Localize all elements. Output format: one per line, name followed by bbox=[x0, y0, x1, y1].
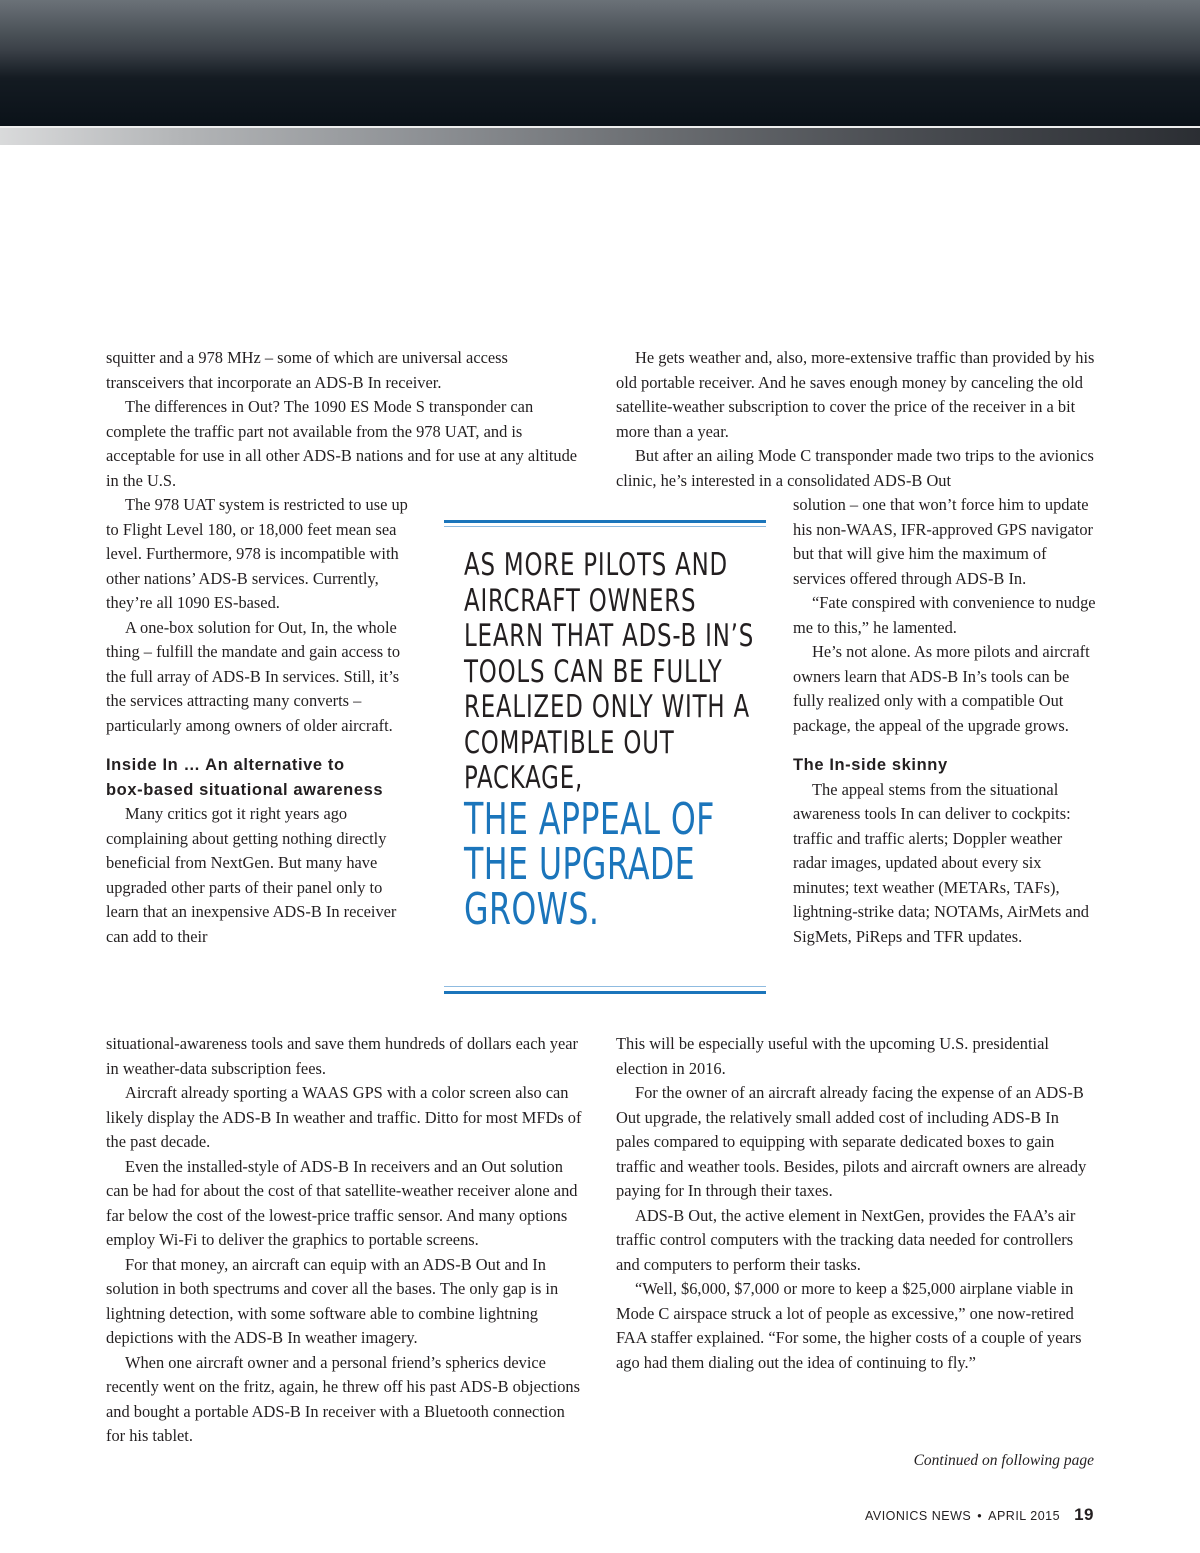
section-heading: Inside In … An alternative to box-based situational awareness bbox=[106, 756, 384, 799]
paragraph: The appeal stems from the situational awareness tools In can deliver to cockpits: traffic and traffic alerts; Doppler weather radar images, updated about every six minutes; text weather (METARs, TAFs), lightning-strike data; NOTAMs, AirMets and SigMets, PiReps and TFR updates. bbox=[793, 779, 1089, 946]
paragraph: The 978 UAT system is restricted to use up to Flight Level 180, or 18,000 feet mean sea level. Furthermore, 978 is incompatible with other nations’ ADS-B services. Currently, they’re all 1090 ES-based. bbox=[106, 495, 408, 612]
paragraph: solution – one that won’t force him to update his non-WAAS, IFR-approved GPS navigator but that will give him the maximum of services offered through ADS-B In. bbox=[793, 495, 1094, 588]
pull-quote-bottom-rule-thin bbox=[444, 986, 766, 987]
paragraph: For that money, an aircraft can equip with an ADS-B Out and In solution in both spectrums and cover all the bases. The only gap is in lightning detection, with some software able to combine lightning depictions with the ADS-B In weather imagery. bbox=[106, 1254, 559, 1347]
paragraph: This will be especially useful with the upcoming U.S. presidential election in 2016. bbox=[616, 1034, 1049, 1078]
paragraph: Many critics got it right years ago complaining about getting nothing directly beneficial from NextGen. But many have upgraded other parts of their panel only to learn that an inexpensive ADS-B In receiver can add to their bbox=[106, 804, 397, 946]
pull-quote-accent-text: THE APPEAL OF THE UPGRADE GROWS. bbox=[464, 793, 715, 935]
left-column-bottom bbox=[106, 1032, 584, 1449]
footer-bullet: • bbox=[977, 1509, 983, 1523]
page-footer bbox=[820, 1505, 1094, 1525]
paragraph: The differences in Out? The 1090 ES Mode S transponder can complete the traffic part not available from the 978 UAT, and is acceptable for use in all other ADS-B nations and for use at any altitude in the U.S. bbox=[106, 397, 578, 490]
pull-quote-top-rule-thin bbox=[444, 526, 766, 527]
paragraph: He’s not alone. As more pilots and aircraft owners learn that ADS-B In’s tools can be fully realized only with a compatible Out package, the appeal of the upgrade grows. bbox=[793, 642, 1090, 735]
paragraph: squitter and a 978 MHz – some of which are universal access transceivers that incorporate an ADS-B In receiver. bbox=[106, 348, 508, 392]
pull-quote-bottom-rule bbox=[444, 991, 766, 994]
page-number: 19 bbox=[1074, 1505, 1094, 1524]
left-column-top bbox=[106, 346, 584, 493]
right-column-bottom bbox=[616, 1032, 1096, 1375]
paragraph: ADS-B Out, the active element in NextGen, provides the FAA’s air traffic control computers with the tracking data needed for controllers and computers to perform their tasks. bbox=[616, 1205, 1076, 1274]
issue-date: APRIL 2015 bbox=[988, 1509, 1061, 1523]
paragraph: He gets weather and, also, more-extensive traffic than provided by his old portable receiver. And he saves enough money by canceling the old satellite-weather subscription to cover the price of the receiver in a bit more than a year. bbox=[616, 348, 1095, 441]
pull-quote-text bbox=[464, 547, 764, 935]
header-banner bbox=[0, 0, 1200, 126]
pull-quote-dark-text: AS MORE PILOTS AND AIRCRAFT OWNERS LEARN THAT ADS-B IN’S TOOLS CAN BE FULLY REALIZED ONLY WITH A COMPATIBLE OUT PACKAGE, bbox=[464, 547, 755, 796]
paragraph: A one-box solution for Out, In, the whole thing – fulfill the mandate and gain access to the full array of ADS-B In services. Still, it’s the services attracting many converts – particularly among owners of older aircraft. bbox=[106, 617, 401, 735]
pull-quote-top-rule bbox=[444, 520, 766, 523]
continued-note: Continued on following page bbox=[913, 1452, 1094, 1469]
paragraph: “Fate conspired with convenience to nudge me to this,” he lamented. bbox=[793, 593, 1096, 637]
paragraph: Even the installed-style of ADS-B In receivers and an Out solution can be had for about the cost of that satellite-weather receiver alone and far below the cost of the lowest-price traffic sensor. And many options employ Wi-Fi to deliver the graphics to portable screens. bbox=[106, 1156, 578, 1249]
publication-name: AVIONICS NEWS bbox=[864, 1509, 972, 1523]
paragraph: situational-awareness tools and save them hundreds of dollars each year in weather-data subscription fees. bbox=[106, 1034, 578, 1078]
pull-quote bbox=[444, 520, 766, 996]
right-column-top bbox=[616, 346, 1096, 493]
left-column-narrow bbox=[106, 493, 416, 949]
paragraph: When one aircraft owner and a personal friend’s spherics device recently went on the fritz, again, he threw off his past ADS-B objections and bought a portable ADS-B In receiver with a Bluetooth connection for his tablet. bbox=[106, 1352, 580, 1445]
paragraph: “Well, $6,000, $7,000 or more to keep a $25,000 airplane viable in Mode C airspace struck a lot of people as excessive,” one now-retired FAA staffer explained. “For some, the higher costs of a couple of years ago had them dialing out the idea of continuing to fly.” bbox=[616, 1279, 1082, 1372]
header-stripe bbox=[0, 126, 1200, 145]
right-column-narrow bbox=[793, 493, 1096, 949]
section-heading: The In-side skinny bbox=[793, 756, 948, 774]
paragraph: For the owner of an aircraft already facing the expense of an ADS-B Out upgrade, the relatively small added cost of including ADS-B In pales compared to equipping with separate dedicated boxes to gain traffic and weather tools. Besides, pilots and aircraft owners are already paying for In through their taxes. bbox=[616, 1083, 1087, 1200]
paragraph: Aircraft already sporting a WAAS GPS with a color screen also can likely display the ADS-B In weather and traffic. Ditto for most MFDs of the past decade. bbox=[106, 1083, 582, 1151]
paragraph: But after an ailing Mode C transponder made two trips to the avionics clinic, he’s interested in a consolidated ADS-B Out bbox=[616, 446, 1094, 490]
